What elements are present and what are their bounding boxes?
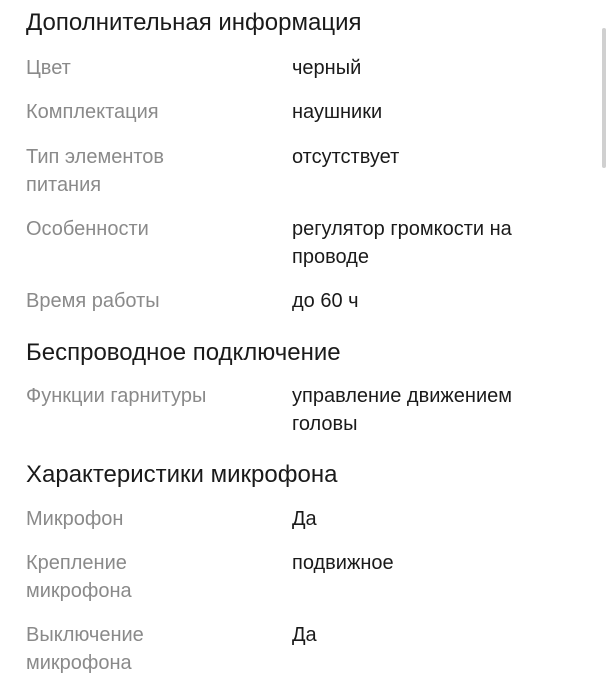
- spec-label-mic-mute: Выключение микрофона: [26, 624, 144, 674]
- scrollbar-thumb[interactable]: [602, 28, 606, 168]
- section-title-microphone: Характеристики микрофона: [26, 461, 338, 488]
- section-title-wireless: Беспроводное подключение: [26, 339, 341, 366]
- spec-value-color: черный: [292, 57, 362, 79]
- spec-label-headset-functions: Функции гарнитуры: [26, 385, 207, 407]
- section-title-additional-info: Дополнительная информация: [26, 9, 362, 36]
- spec-value-mic-mount: подвижное: [292, 552, 394, 574]
- spec-label-operating-time: Время работы: [26, 290, 160, 312]
- vertical-scrollbar[interactable]: [600, 0, 610, 699]
- spec-value-headset-functions: управление движением головы: [292, 385, 512, 435]
- spec-value-operating-time: до 60 ч: [292, 290, 359, 312]
- spec-value-features: регулятор громкости на проводе: [292, 218, 512, 268]
- spec-value-mic-mute: Да: [292, 624, 317, 646]
- spec-value-package: наушники: [292, 101, 383, 123]
- spec-value-battery-type: отсутствует: [292, 146, 400, 168]
- spec-label-microphone: Микрофон: [26, 508, 124, 530]
- spec-label-package: Комплектация: [26, 101, 159, 123]
- spec-label-mic-mount: Крепление микрофона: [26, 552, 132, 602]
- spec-label-battery-type: Тип элементов питания: [26, 146, 165, 196]
- spec-label-color: Цвет: [26, 57, 71, 79]
- spec-label-features: Особенности: [26, 218, 149, 240]
- spec-value-microphone: Да: [292, 508, 317, 530]
